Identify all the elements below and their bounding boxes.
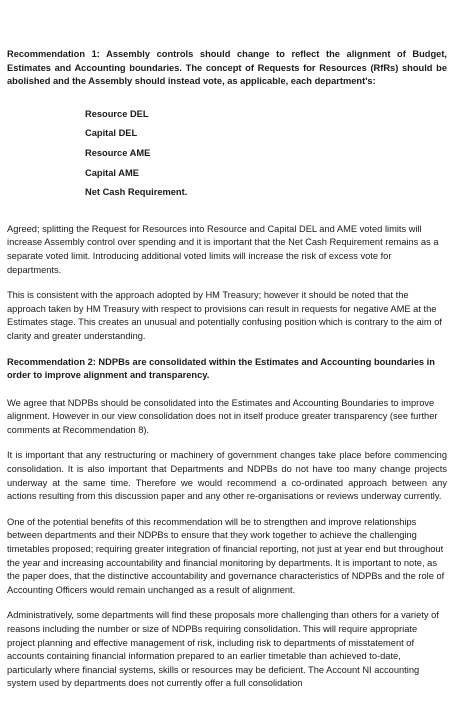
document-page <box>7 48 447 703</box>
list-item: Capital DEL <box>85 128 138 139</box>
list-item: Net Cash Requirement. <box>85 187 188 198</box>
paragraph: This is consistent with the approach adopted by HM Treasury; however it should be noted that the approach taken by HM Treasury with respect to provisions can result in requests for negative AME at the Estimates stage. This creates an unusual and potentially confusing position which is contrary to the aim of clarity and greater understanding. <box>7 290 442 341</box>
list-item: Resource AME <box>85 147 151 158</box>
recommendation-2-heading: Recommendation 2: NDPBs are consolidated within the Estimates and Accounting boundaries in order to improve alignment and transparency. <box>7 356 435 381</box>
paragraph: Administratively, some departments will find these proposals more challenging than others for a variety of reasons including the number or size of NDPBs requiring consolidation. This will require appropriate project planning and effective management of risk, including risk to departments of misstatement of accounts containing financial information prepared to an earlier timetable than achieved to-date, particularly where financial systems, skills or resources may be deficient. The Account NI accounting system used by departments does not currently offer a full consolidation <box>7 610 439 689</box>
paragraph: It is important that any restructuring or machinery of government changes take place before commencing consolidation. It is also important that Departments and NDPBs do not have too many change projects underway at the same time. Therefore we would recommend a co-ordinated approach between any actions resulting from this discussion paper and any other re-organisations or reviews underway currently. <box>7 450 447 502</box>
paragraph: Agreed; splitting the Request for Resources into Resource and Capital DEL and AME voted limits will increase Assembly control over spending and it is important that the Net Cash Requirement remains as a separate voted limit. Introducing additional voted limits will increase the risk of excess vote for departments. <box>7 223 439 275</box>
recommendation-1-heading: Recommendation 1: Assembly controls should change to reflect the alignment of Budget, Estimates and Accounting boundaries. The concept of Requests for Resources (RfRs) should be abolished and the Assembly should instead vote, as applicable, each department's: <box>7 49 447 87</box>
voted-limits-list <box>7 105 447 203</box>
list-item: Resource DEL <box>85 108 149 119</box>
paragraph: We agree that NDPBs should be consolidated into the Estimates and Accounting Boundaries to improve alignment. However in our view consolidation does not in itself produce greater transparency (see further comments at Recommendation 8). <box>7 397 438 435</box>
paragraph: One of the potential benefits of this recommendation will be to strengthen and improve relationships between departments and their NDPBs to ensure that they work together to achieve the challenging timetables proposed; requiring greater integration of financial reporting, not just at year end but throughout the year and increasing accountability and financial monitoring by departments. It is important to note, as the paper does, that the distinctive accountability and governance characteristics of NDPBs and the role of Accounting Officers would remain unchanged as a result of alignment. <box>7 516 445 595</box>
list-item: Capital AME <box>85 167 139 178</box>
